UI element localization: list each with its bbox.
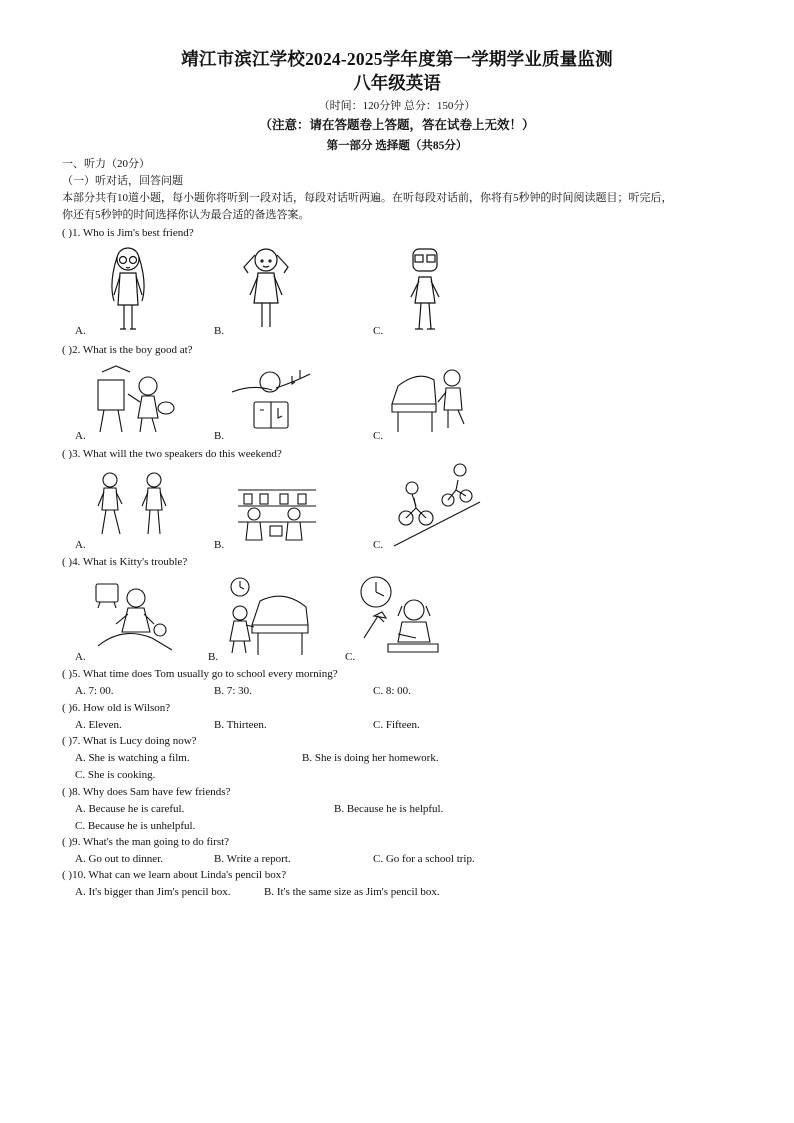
option-label: A. Eleven. [75, 719, 122, 731]
shopping-picture [236, 484, 318, 542]
option-label: B. [214, 430, 225, 442]
question-stem: ( )6. How old is Wilson? [62, 702, 171, 714]
exam-meta: （时间：120分钟 总分：150分） [318, 100, 476, 112]
option-label: B. Write a report. [214, 853, 291, 865]
option-label: A. [75, 651, 86, 663]
option-label: A. 7: 00. [75, 685, 114, 697]
option-label: C. She is cooking. [75, 769, 156, 781]
exam-title: 靖江市滨江学校2024-2025学年度第一学期学业质量监测 [181, 49, 613, 69]
girl-with-glasses-picture [104, 243, 152, 335]
girl-watching-tv-picture [92, 576, 178, 652]
question-stem: ( )7. What is Lucy doing now? [62, 735, 197, 747]
question-stem: ( )4. What is Kitty's trouble? [62, 556, 188, 568]
option-label: A. Because he is careful. [75, 803, 185, 815]
question-stem: ( )5. What time does Tom usually go to school every morning? [62, 668, 338, 680]
option-label: A. [75, 325, 86, 337]
question-stem: ( )10. What can we learn about Linda's pencil box? [62, 869, 287, 881]
cycling-picture [392, 462, 482, 548]
girl-doing-homework-with-clock-picture [358, 572, 440, 658]
boy-playing-piano-picture [388, 364, 476, 434]
option-label: B. [208, 651, 219, 663]
option-label: B. [214, 539, 225, 551]
option-label: B. Thirteen. [214, 719, 267, 731]
two-people-walking-picture [94, 470, 174, 540]
option-label: A. She is watching a film. [75, 752, 190, 764]
exam-notice: （注意：请在答题卷上答题，答在试卷上无效！） [259, 118, 535, 132]
question-stem: ( )2. What is the boy good at? [62, 344, 193, 356]
question-stem: ( )8. Why does Sam have few friends? [62, 786, 231, 798]
option-label: B. [214, 325, 225, 337]
boy-painting-picture [94, 362, 176, 434]
option-label: C. Go for a school trip. [373, 853, 475, 865]
question-stem: ( )1. Who is Jim's best friend? [62, 227, 194, 239]
boy-singing-picture [230, 366, 316, 432]
part-title: 第一部分 选择题（共85分） [326, 140, 468, 152]
option-label: B. It's the same size as Jim's pencil box. [264, 886, 440, 898]
option-label: B. Because he is helpful. [334, 803, 444, 815]
option-label: C. Because he is unhelpful. [75, 820, 196, 832]
option-label: C. Fifteen. [373, 719, 420, 731]
option-label: C. [345, 651, 356, 663]
option-label: B. She is doing her homework. [302, 752, 439, 764]
girl-with-pigtails-picture [238, 243, 294, 331]
option-label: C. 8: 00. [373, 685, 411, 697]
section-heading: 一、听力（20分） [62, 158, 150, 170]
question-stem: ( )3. What will the two speakers do this weekend? [62, 448, 282, 460]
option-label: C. [373, 430, 384, 442]
option-label: B. 7: 30. [214, 685, 252, 697]
option-label: A. [75, 430, 86, 442]
option-label: C. [373, 325, 384, 337]
instructions-line-2: 你还有5秒钟的时间选择你认为最合适的备选答案。 [62, 209, 310, 221]
option-label: C. [373, 539, 384, 551]
instructions-line-1: 本部分共有10道小题，每小题你将听到一段对话，每段对话听两遍。在听每段对话前，你将有5秒钟的时间阅读题目；听完后， [62, 192, 673, 204]
question-stem: ( )9. What's the man going to do first? [62, 836, 230, 848]
boy-with-glasses-picture [405, 245, 445, 333]
girl-at-piano-with-clock-picture [222, 577, 310, 657]
option-label: A. Go out to dinner. [75, 853, 163, 865]
exam-subject: 八年级英语 [353, 73, 441, 93]
option-label: A. It's bigger than Jim's pencil box. [75, 886, 231, 898]
section-subheading: （一）听对话，回答问题 [62, 175, 183, 187]
option-label: A. [75, 539, 86, 551]
